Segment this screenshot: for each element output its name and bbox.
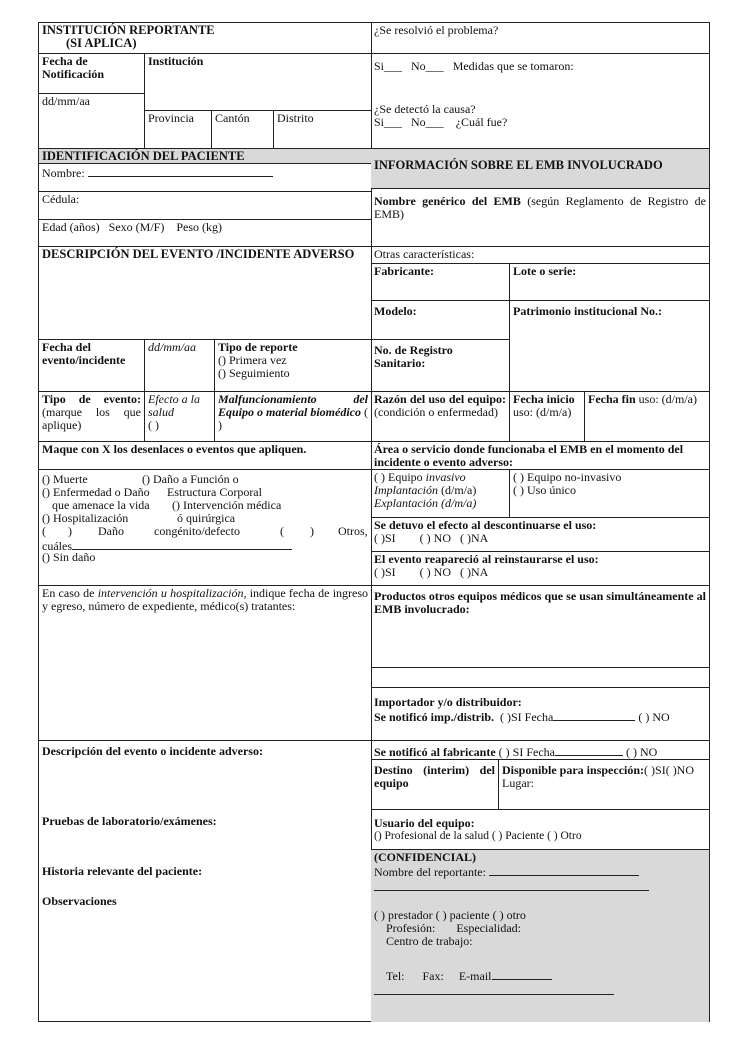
free-text-sections[interactable] (39, 740, 371, 1018)
uso-unico-option[interactable]: ( ) Uso único (513, 483, 576, 497)
nombre-generico-field[interactable]: Nombre genérico del EMB (según Reglamento de Registro de EMB) (371, 188, 709, 246)
edad-sexo-peso-field[interactable]: Edad (años) Sexo (M/F) Peso (kg) (39, 219, 371, 246)
fecha-inicio-field[interactable]: Fecha inicio uso: (d/m/a) (509, 391, 584, 441)
canton-field[interactable]: Cantón (211, 110, 273, 148)
no-invasivo-options[interactable] (509, 469, 709, 517)
destino-field[interactable]: Destino (interim) del equipo (371, 759, 498, 809)
usuario-field[interactable]: Usuario del equipo: () Profesional de la salud ( ) Paciente ( ) Otro (371, 809, 709, 849)
patient-header: IDENTIFICACIÓN DEL PACIENTE (39, 148, 371, 163)
resolvio-label: ¿Se resolvió el problema? (374, 23, 499, 37)
otras-caracteristicas-label: Otras características: (371, 246, 709, 263)
lote-serie-field[interactable]: Lote o serie: (509, 263, 709, 300)
provincia-field[interactable]: Provincia (144, 110, 211, 148)
intervencion-hospitalizacion-field[interactable]: En caso de intervención u hospitalización, indique fecha de ingreso y egreso, número de expediente, médico(s) tratantes: (39, 585, 371, 740)
desenlaces-list[interactable]: () Muerte () Daño a Función o () Enfermedad o Daño Estructura Corporal que amenace la vida () Intervención médica () Hospitalización ó quirúrgica ( ) Daño congénito/defecto ( ) Otros, cuáles () Sin daño (39, 469, 371, 585)
malfuncionamiento-option[interactable]: Malfuncionamiento del Equipo o material biomédico ( ) (214, 391, 371, 441)
fecha-fin-field[interactable]: Fecha fin uso: (d/m/a) (584, 391, 709, 441)
historia-label: Historia relevante del paciente: (42, 864, 203, 878)
fecha-evento-label: Fecha del evento/incidente (39, 339, 144, 391)
registro-sanitario-field[interactable]: No. de Registro Sanitario: (371, 339, 509, 391)
reaparecio-field[interactable]: El evento reapareció al reinstaurarse el uso: ( )SI ( ) NO ( )NA (371, 551, 709, 585)
fabricante-field[interactable]: Fabricante: (371, 263, 509, 300)
modelo-field[interactable]: Modelo: (371, 300, 509, 339)
tipo-evento-label: Tipo de evento: (marque los que aplique) (39, 391, 144, 441)
emb-info-header: INFORMACIÓN SOBRE EL EMB INVOLUCRADO (371, 148, 709, 188)
institucion-label[interactable]: Institución (144, 53, 371, 93)
resolucion-field[interactable]: Si___ No___ Medidas que se tomaron: ¿Se detectó la causa? Si___ No___ ¿Cuál fue? (371, 53, 709, 148)
nombre-field[interactable]: Nombre: (39, 163, 371, 191)
productos-extra-row[interactable] (371, 667, 709, 687)
tipo-reporte[interactable]: Tipo de reporte () Primera vez () Seguimiento (214, 339, 371, 391)
disponible-field[interactable]: Disponible para inspección:( )SI( )NO Lugar: (498, 759, 709, 809)
fecha-evento-value[interactable]: dd/mm/aa (144, 339, 214, 391)
pruebas-label: Pruebas de laboratorio/exámenes: (42, 814, 217, 828)
left-column (39, 23, 372, 1021)
invasivo-option[interactable]: ( ) Equipo invasivo Implantación (d/m/a) Explantación (d/m/a) (371, 469, 509, 517)
efecto-salud-option[interactable]: Efecto a la salud ( ) (144, 391, 214, 441)
desenlaces-header: Maque con X los desenlaces o eventos que apliquen. (39, 441, 371, 469)
detuvo-field[interactable]: Se detuvo el efecto al descontinuarse el uso: ( )SI ( ) NO ( )NA (371, 517, 709, 551)
institucion-value[interactable] (144, 93, 371, 110)
fecha-notificacion-value[interactable]: dd/mm/aa (39, 93, 144, 148)
primera-vez-option[interactable]: () Primera vez (218, 353, 287, 367)
cedula-field[interactable]: Cédula: (39, 191, 371, 219)
patrimonio-field[interactable]: Patrimonio institucional No.: (509, 300, 709, 391)
adverse-event-form (38, 22, 710, 1022)
importador-field[interactable]: Importador y/o distribuidor: Se notificó imp./distrib. ( )SI Fecha ( ) NO (371, 687, 709, 740)
institution-header: INSTITUCIÓN REPORTANTE (SI APLICA) (42, 23, 215, 50)
notifico-fabricante-field[interactable]: Se notificó al fabricante ( ) SI Fecha ( ) NO (371, 740, 709, 759)
razon-uso-field[interactable]: Razón del uso del equipo: (condición o enfermedad) (371, 391, 509, 441)
descripcion-evento-label: Descripción del evento o incidente adverso: (42, 744, 263, 758)
no-invasivo-option[interactable]: ( ) Equipo no-invasivo (513, 470, 622, 484)
reporter-section[interactable]: (CONFIDENCIAL) Nombre del reportante: ( ) prestador ( ) paciente ( ) otro Profesión: Especialidad: Centro de trabajo: Tel: Fax: E-mail (371, 849, 709, 1022)
seguimiento-option[interactable]: () Seguimiento (218, 366, 290, 380)
observaciones-label: Observaciones (42, 894, 117, 908)
right-column (371, 23, 709, 1021)
event-description-header[interactable]: DESCRIPCIÓN DEL EVENTO /INCIDENTE ADVERSO (39, 246, 371, 339)
area-servicio-field[interactable]: Área o servicio donde funcionaba el EMB en el momento del incidente o evento adverso: (371, 441, 709, 469)
fecha-notificacion-label: Fecha de Notificación (39, 53, 144, 93)
productos-field[interactable]: Productos otros equipos médicos que se usan simultáneamente al EMB involucrado: (371, 585, 709, 667)
distrito-field[interactable]: Distrito (273, 110, 371, 148)
